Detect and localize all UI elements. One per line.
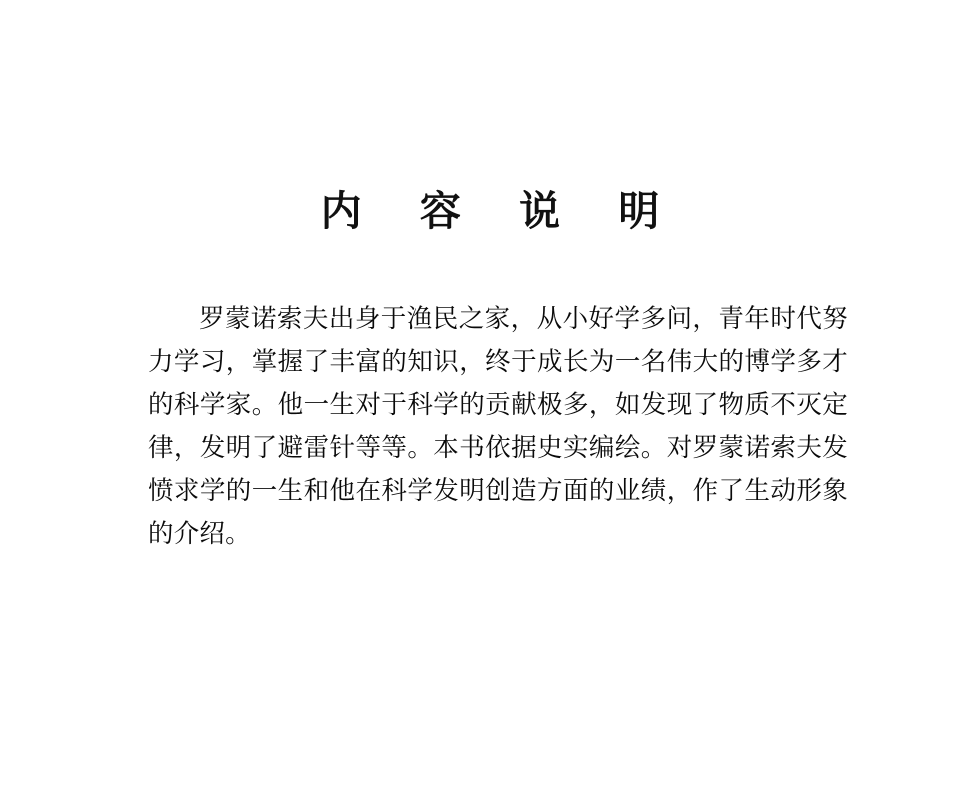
page-title: 内 容 说 明 xyxy=(320,187,682,236)
body-text-block xyxy=(148,272,848,581)
paragraph: 罗蒙诺索夫出身于渔民之家，从小好学多问，青年时代努力学习，掌握了丰富的知识，终于成长为一名伟大的博学多才的科学家。他一生对于科学的贡献极多，如发现了物质不灭定律，发明了避雷针等等。本书依据史实编绘。对罗蒙诺索夫发愤求学的一生和他在科学发明创造方面的业绩，作了生动形象的介绍。 xyxy=(148,303,848,549)
